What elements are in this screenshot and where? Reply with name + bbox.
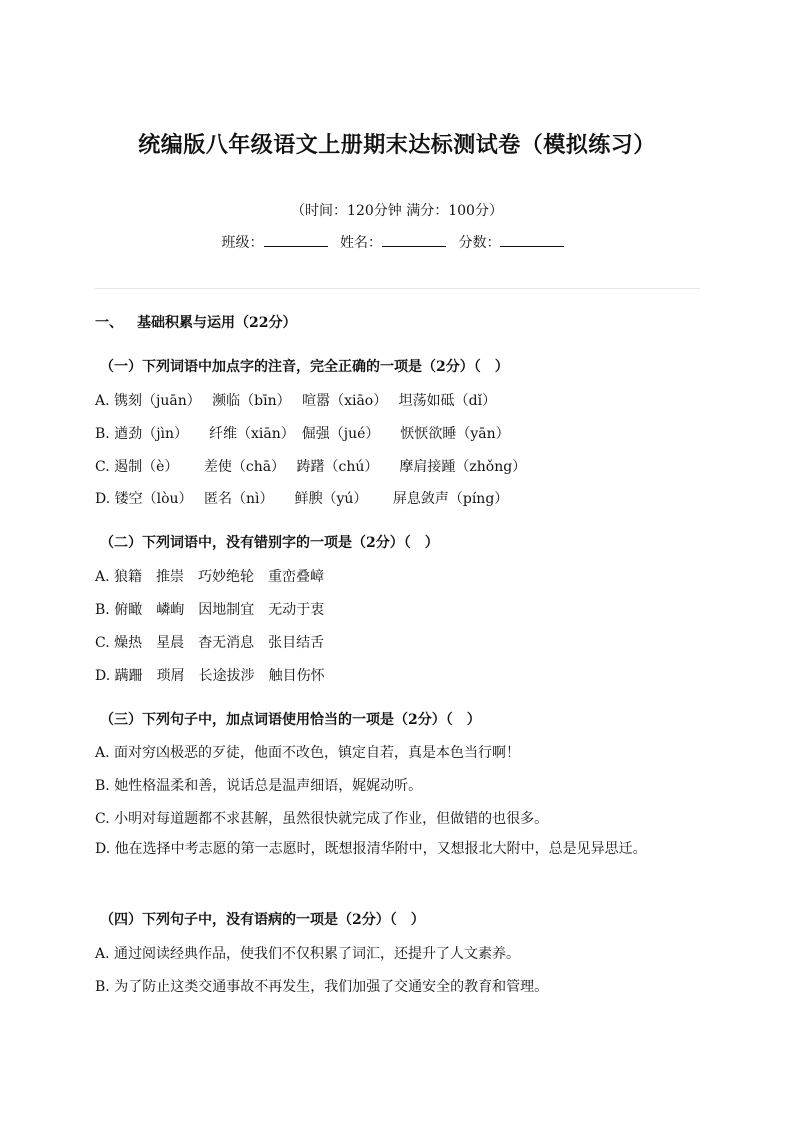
score-label: 分数： (458, 235, 501, 251)
option-d: D. 蹒跚 琐屑 长途拔涉 触目伤怀 (95, 668, 325, 684)
page-title: 统编版八年级语文上册期末达标测试卷（模拟练习） (138, 132, 656, 158)
question-stem: （四）下列句子中，没有语病的一项是（2分）（ ） (100, 912, 425, 928)
section-heading (95, 312, 296, 332)
divider (95, 288, 700, 289)
student-info-line (0, 232, 794, 252)
option-b: B. 遒劲（jìn） 纤维（xiān） 倔强（jué） 恹恹欲睡（yān） (95, 426, 510, 442)
option-c: C. 燥热 星晨 杳无消息 张目结舌 (95, 635, 325, 651)
name-blank (382, 234, 446, 247)
option-c: C. 遏制（è） 差使（chā） 踌躇（chú） 摩肩接踵（zhǒng） (95, 459, 527, 475)
exam-time-score: （时间：120分钟 满分：100分） (291, 203, 503, 219)
section-number: 一、 (95, 315, 123, 331)
option-b: B. 为了防止这类交通事故不再发生，我们加强了交通安全的教育和管理。 (95, 979, 549, 995)
name-label: 姓名： (340, 235, 382, 251)
question-stem: （二）下列词语中，没有错别字的一项是（2分）（ ） (100, 535, 439, 551)
option-c: C. 小明对每道题都不求甚解，虽然很快就完成了作业，但做错的也很多。 (95, 811, 549, 827)
option-a: A. 狼籍 推崇 巧妙绝轮 重峦叠嶂 (95, 569, 325, 585)
question-stem: （一）下列词语中加点字的注音，完全正确的一项是（2分）（ ） (100, 359, 509, 375)
class-blank (264, 234, 328, 247)
option-a: A. 通过阅读经典作品，使我们不仅积累了词汇，还提升了人文素养。 (95, 946, 521, 962)
score-blank (500, 234, 564, 247)
option-a: A. 镌刻（juān） 濒临（bīn） 喧嚣（xiāo） 坦荡如砥（dǐ） (95, 393, 497, 409)
option-a: A. 面对穷凶极恶的歹徒，他面不改色，镇定自若，真是本色当行啊！ (95, 745, 521, 761)
option-d: D. 镂空（lòu） 匿名（nì） 鲜腴（yú） 屏息敛声（píng） (95, 491, 509, 507)
question-stem: （三）下列句子中，加点词语使用恰当的一项是（2分）（ ） (100, 712, 481, 728)
option-b: B. 俯瞰 嶙峋 因地制宜 无动于衷 (95, 602, 325, 618)
option-d: D. 他在选择中考志愿的第一志愿时，既想报清华附中，又想报北大附中，总是见异思迁。 (95, 841, 647, 857)
option-b: B. 她性格温柔和善，说话总是温声细语，娓娓动听。 (95, 778, 423, 794)
class-label: 班级： (221, 235, 264, 251)
section-title: 基础积累与运用（22分） (137, 315, 297, 331)
